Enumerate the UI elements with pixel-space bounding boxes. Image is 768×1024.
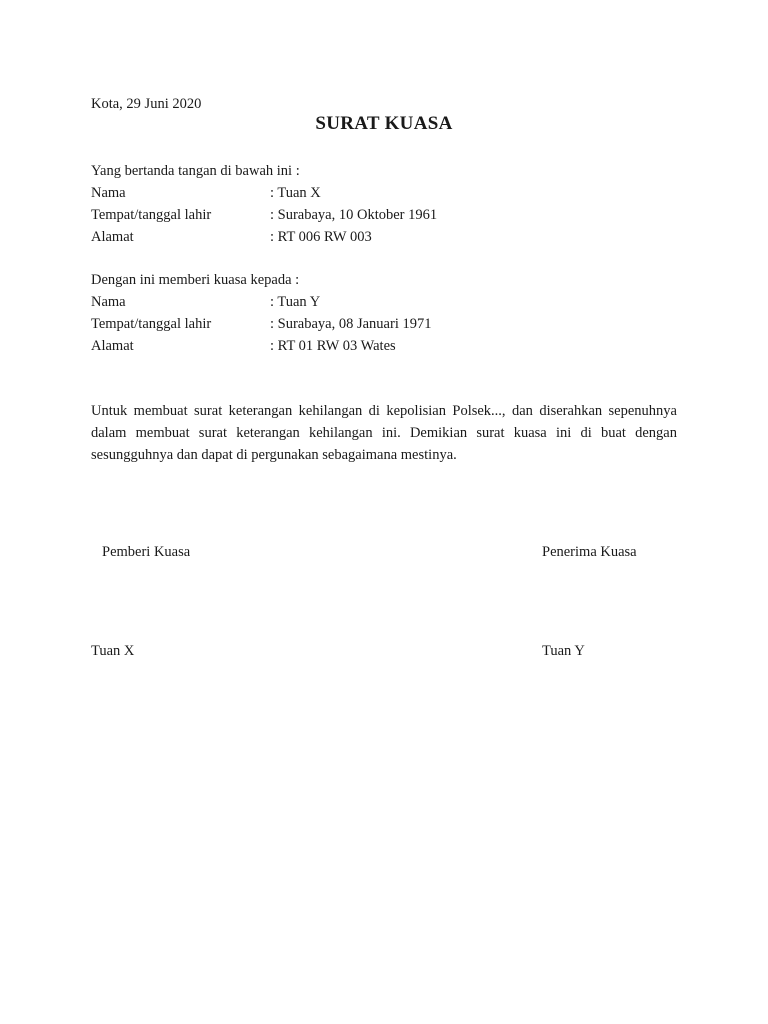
grantee-name-value: : Tuan Y <box>270 294 321 310</box>
grantee-intro: Dengan ini memberi kuasa kepada : <box>91 272 300 288</box>
date-line: Kota, 29 Juni 2020 <box>91 96 202 112</box>
grantee-address-label: Alamat <box>91 338 134 354</box>
grantor-intro: Yang bertanda tangan di bawah ini : <box>91 163 300 179</box>
grantee-name-label: Nama <box>91 294 126 310</box>
grantee-address-value: : RT 01 RW 03 Wates <box>270 338 396 354</box>
document-title: SURAT KUASA <box>315 113 453 134</box>
body-paragraph: Untuk membuat surat keterangan kehilangan di kepolisian Polsek..., dan diserahkan sepenuhnya dalam membuat surat keterangan kehilangan ini. Demikian surat kuasa ini di buat dengan sesungguhnya dan dapat di pergunakan sebagaimana mestinya. <box>91 403 677 463</box>
grantor-address-label: Alamat <box>91 229 134 245</box>
grantee-signature-role: Penerima Kuasa <box>542 544 637 560</box>
grantor-name-value: : Tuan X <box>270 185 321 201</box>
grantee-birth-label: Tempat/tanggal lahir <box>91 316 212 332</box>
grantor-signature-role: Pemberi Kuasa <box>102 544 191 560</box>
grantee-birth-value: : Surabaya, 08 Januari 1971 <box>270 316 432 332</box>
grantor-address-value: : RT 006 RW 003 <box>270 229 372 245</box>
grantor-name-label: Nama <box>91 185 126 201</box>
grantor-birth-value: : Surabaya, 10 Oktober 1961 <box>270 207 438 223</box>
grantor-signature-name: Tuan X <box>91 643 135 659</box>
grantee-signature-name: Tuan Y <box>542 643 585 659</box>
grantor-birth-label: Tempat/tanggal lahir <box>91 207 212 223</box>
